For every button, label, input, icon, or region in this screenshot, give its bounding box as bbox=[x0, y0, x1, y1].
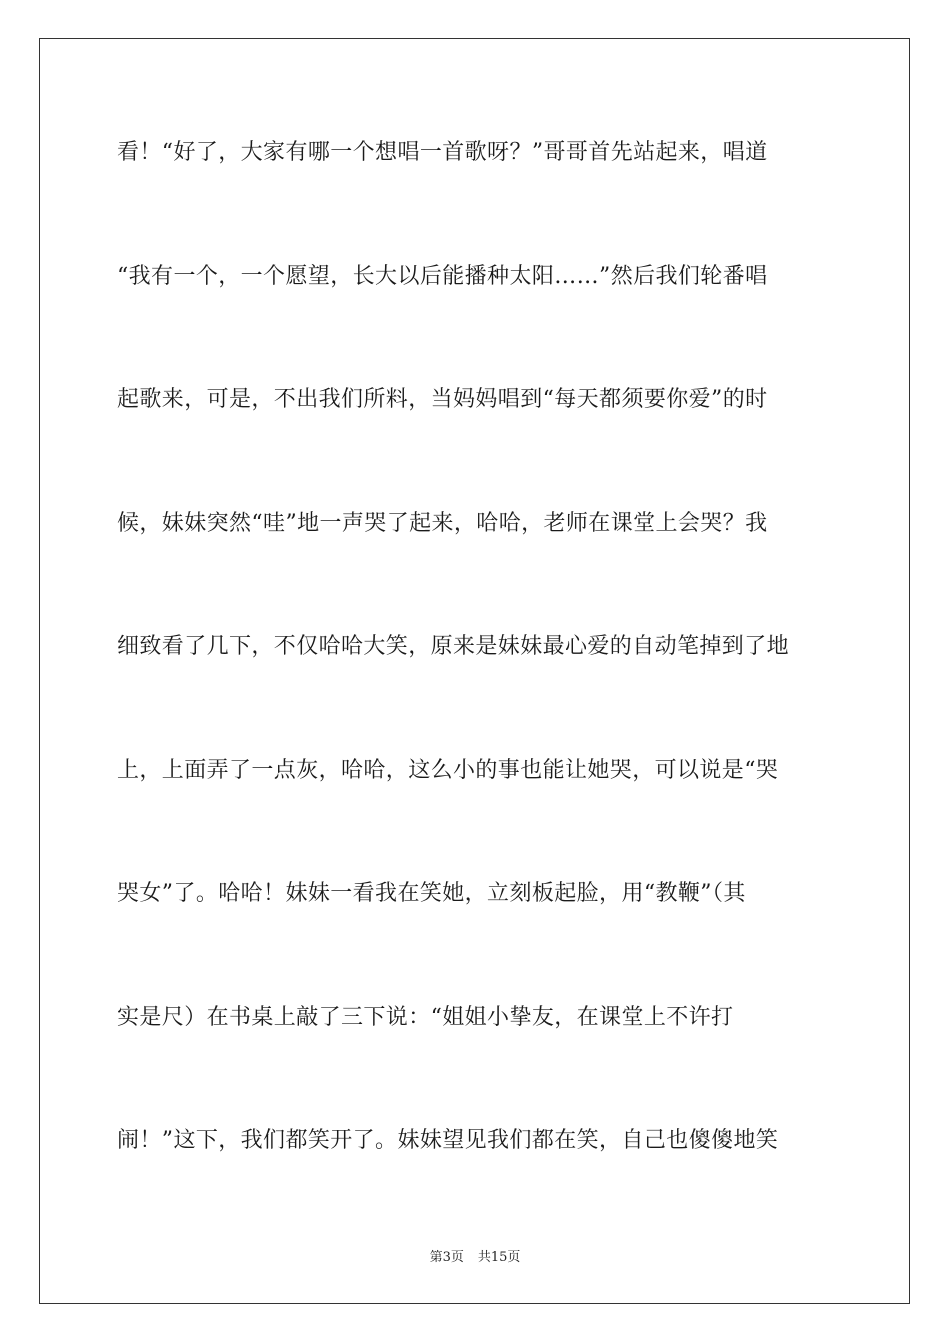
text-line: 看！“好了，大家有哪一个想唱一首歌呀？”哥哥首先站起来，唱道 bbox=[117, 140, 768, 165]
text-line: 上，上面弄了一点灰，哈哈，这么小的事也能让她哭，可以说是“哭 bbox=[117, 757, 779, 783]
page-footer bbox=[0, 1246, 950, 1265]
text-line: 起歌来，可是，不出我们所料，当妈妈唱到“每天都须要你爱”的时 bbox=[117, 387, 768, 412]
text-line: 细致看了几下，不仅哈哈大笑，原来是妹妹最心爱的自动笔掉到了地 bbox=[117, 634, 790, 659]
text-line: 闹！”这下，我们都笑开了。妹妹望见我们都在笑，自己也傻傻地笑 bbox=[117, 1128, 779, 1153]
text-line: “我有一个，一个愿望，长大以后能播种太阳……”然后我们轮番唱 bbox=[117, 263, 768, 289]
page-number: 第3页 bbox=[429, 1250, 464, 1265]
text-line: 实是尺）在书桌上敲了三下说：“姐姐小挚友，在课堂上不许打 bbox=[117, 1004, 734, 1030]
page-total: 共15页 bbox=[477, 1250, 521, 1265]
document-body bbox=[117, 128, 837, 1240]
text-line: 候，妹妹突然“哇”地一声哭了起来，哈哈，老师在课堂上会哭？我 bbox=[117, 510, 768, 536]
text-line: 哭女”了。哈哈！妹妹一看我在笑她，立刻板起脸，用“教鞭”（其 bbox=[117, 881, 746, 906]
